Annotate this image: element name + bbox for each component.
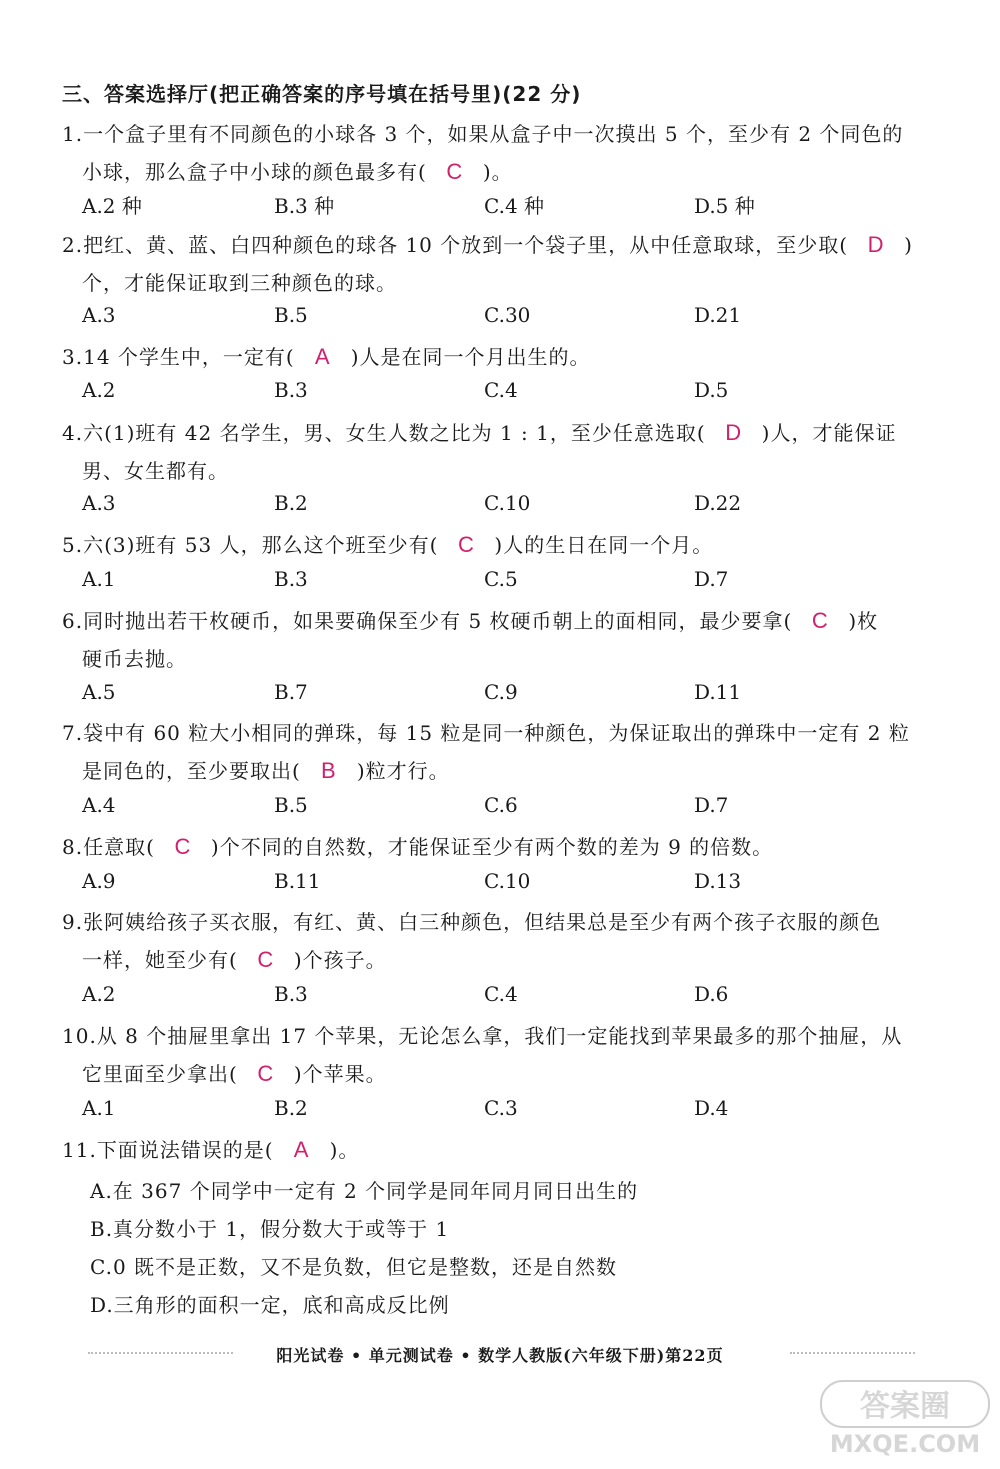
question-5 [62,526,952,564]
option-c: C.5 [484,567,518,591]
question-1 [62,115,952,191]
answer-mark: C [257,1061,275,1086]
question-text: 张阿姨给孩子买衣服，有红、黄、白三种颜色，但结果总是至少有两个孩子衣服的颜色 [83,910,882,934]
option-a: A.4 [82,793,116,817]
question-text: 把红、黄、蓝、白四种颜色的球各 10 个放到一个袋子里，从中任意取球，至少取( [83,233,849,257]
watermark-text: 答案圈 [860,1389,950,1424]
question-text: 它里面至少拿出( [82,1062,238,1086]
option-a: A.9 [82,869,116,893]
option-d: D.7 [694,793,729,817]
question-11 [62,1131,952,1169]
option-a: A.5 [82,680,116,704]
option-c: C.9 [484,680,518,704]
option-b: B.3 种 [274,194,335,218]
question-number: 4. [62,421,84,445]
question-text: 一个盒子里有不同颜色的小球各 3 个，如果从盒子中一次摸出 5 个，至少有 2 个同色的 [83,122,904,146]
option-b: B.3 [274,982,308,1006]
question-text: 袋中有 60 粒大小相同的弹珠，每 15 粒是同一种颜色，为保证取出的弹珠中一定有 2 粒 [83,721,910,745]
answer-mark: C [457,532,475,557]
question-number: 8. [62,835,84,859]
question-number: 10. [62,1024,97,1048]
footer-divider-right [790,1352,915,1354]
question-text: 同时抛出若干枚硬币，如果要确保至少有 5 枚硬币朝上的面相同，最少要拿( [83,609,793,633]
options-row [82,567,962,597]
options-row [82,1096,962,1126]
question-text: 男、女生都有。 [82,459,229,483]
question-4 [62,414,952,490]
option-c: C.3 [484,1096,518,1120]
option-c: C.10 [484,869,531,893]
option-d: D.4 [694,1096,729,1120]
option-b: B.3 [274,567,308,591]
section-title: 三、答案选择厅(把正确答案的序号填在括号里)(22 分) [62,82,582,106]
question-text: )枚 [848,609,879,633]
question-text: 个，才能保证取到三种颜色的球。 [82,271,397,295]
option-c: C.10 [484,491,531,515]
question-text: )个孩子。 [293,948,387,972]
option-d: D.22 [694,491,742,515]
statement-b: B.真分数小于 1，假分数大于或等于 1 [90,1217,450,1241]
option-d: D.21 [694,303,742,327]
question-number: 2. [62,233,84,257]
question-text: 一样，她至少有( [82,948,238,972]
option-c: C.6 [484,793,518,817]
options-row [82,793,962,823]
option-b: B.3 [274,378,308,402]
question-text: ) [904,233,913,257]
statement-c: C.0 既不是正数，又不是负数，但它是整数，还是自然数 [90,1255,618,1279]
option-d: D.7 [694,567,729,591]
question-text: 任意取( [83,835,155,859]
question-text: )粒才行。 [356,759,450,783]
question-2 [62,226,952,302]
options-row [82,982,962,1012]
question-text: )人，才能保证 [761,421,897,445]
question-number: 11. [62,1138,97,1162]
question-text: )个苹果。 [293,1062,387,1086]
watermark-logo [820,1380,990,1460]
answer-mark: B [320,758,337,783]
question-10 [62,1017,952,1093]
question-text: 六(1)班有 42 名学生，男、女生人数之比为 1 : 1，至少任意选取( [83,421,706,445]
option-d: D.6 [694,982,729,1006]
question-text: )人的生日在同一个月。 [494,533,714,557]
question-text: 六(3)班有 53 人，那么这个班至少有( [83,533,439,557]
option-b: B.2 [274,1096,308,1120]
question-text: 是同色的，至少要取出( [82,759,301,783]
question-text: 硬币去抛。 [82,647,187,671]
option-a: A.3 [82,303,116,327]
question-text: )个不同的自然数，才能保证至少有两个数的差为 9 的倍数。 [210,835,774,859]
question-number: 6. [62,609,84,633]
option-c: C.4 [484,982,518,1006]
question-text: 下面说法错误的是( [96,1138,274,1162]
option-a: A.1 [82,1096,116,1120]
option-a: A.2 种 [82,194,142,218]
answer-mark: A [314,344,331,369]
statement-d: D.三角形的面积一定，底和高成反比例 [90,1293,450,1317]
options-row [82,378,962,408]
option-c: C.4 [484,378,518,402]
option-d: D.5 种 [694,194,755,218]
option-c: C.4 种 [484,194,545,218]
question-9 [62,903,952,979]
option-c: C.30 [484,303,531,327]
option-d: D.13 [694,869,742,893]
option-b: B.7 [274,680,308,704]
options-row [82,680,962,710]
options-row [82,869,962,899]
answer-mark: D [725,420,743,445]
option-a: A.2 [82,982,116,1006]
answer-mark: C [257,947,275,972]
question-text: )。 [329,1138,360,1162]
option-a: A.3 [82,491,116,515]
answer-mark: A [293,1137,310,1162]
question-text: )人是在同一个月出生的。 [350,345,591,369]
options-row [82,491,962,521]
options-row [82,190,962,220]
option-a: A.2 [82,378,116,402]
option-d: D.11 [694,680,742,704]
question-3 [62,338,952,376]
option-a: A.1 [82,567,116,591]
answer-mark: D [867,232,885,257]
question-number: 5. [62,533,84,557]
options-row [82,303,962,333]
question-text: )。 [482,160,513,184]
question-number: 3. [62,345,84,369]
option-b: B.5 [274,793,308,817]
question-text: 从 8 个抽屉里拿出 17 个苹果，无论怎么拿，我们一定能找到苹果最多的那个抽屉，从 [96,1024,903,1048]
watermark-url: MXQE.COM [829,1430,981,1458]
question-number: 7. [62,721,84,745]
question-7 [62,714,952,790]
statement-a: A.在 367 个同学中一定有 2 个同学是同年同月同日出生的 [90,1179,639,1203]
answer-mark: C [174,834,192,859]
option-b: B.11 [274,869,321,893]
question-number: 9. [62,910,84,934]
question-text: 14 个学生中，一定有( [83,345,295,369]
page-footer: 阳光试卷 • 单元测试卷 • 数学人教版(六年级下册)第22页 [276,1346,724,1365]
answer-mark: C [811,608,829,633]
question-number: 1. [62,122,84,146]
question-text: 小球，那么盒子中小球的颜色最多有( [82,160,427,184]
answer-mark: C [446,159,464,184]
option-b: B.5 [274,303,308,327]
option-b: B.2 [274,491,308,515]
option-d: D.5 [694,378,729,402]
question-6 [62,602,952,678]
question-8 [62,828,952,866]
